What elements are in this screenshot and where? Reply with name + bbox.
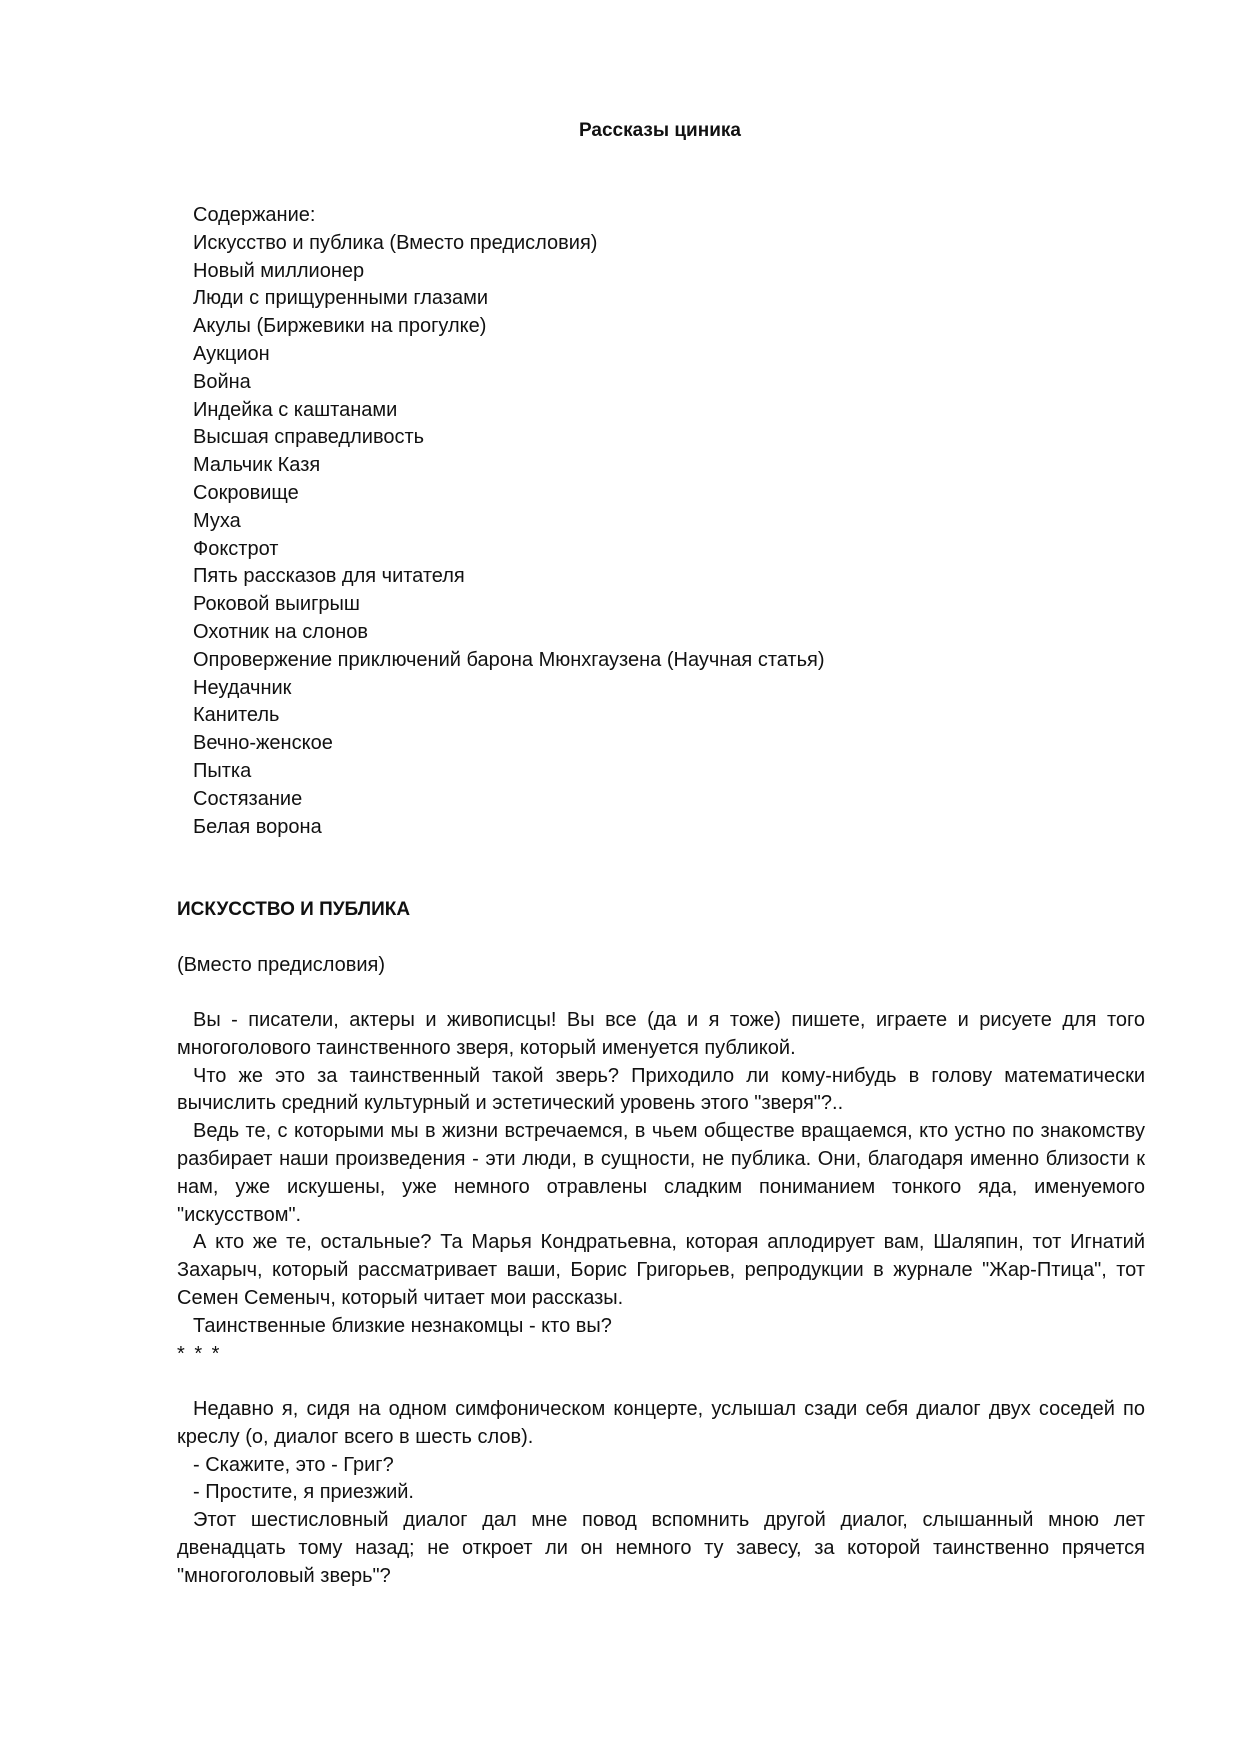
toc-item: Индейка с каштанами — [193, 398, 398, 421]
toc-item: Канитель — [193, 704, 280, 727]
paragraph: Вы - писатели, актеры и живописцы! Вы все (да и я тоже) пишете, играете и рисуете для того многоголового таинственного зверя, который именуется публикой. — [177, 1009, 1145, 1059]
toc-item: Искусство и публика (Вместо предисловия) — [193, 231, 598, 254]
paragraph: Таинственные близкие незнакомцы - кто вы? — [193, 1314, 612, 1337]
table-of-contents — [193, 202, 825, 841]
toc-heading: Содержание: — [193, 204, 316, 226]
toc-item: Война — [193, 370, 251, 393]
toc-item: Мальчик Казя — [193, 454, 321, 477]
toc-item: Вечно-женское — [193, 732, 333, 755]
toc-item: Пять рассказов для читателя — [193, 565, 465, 588]
toc-item: Охотник на слонов — [193, 620, 369, 643]
section-separator: * * * — [177, 1342, 222, 1365]
section-subheading: (Вместо предисловия) — [177, 954, 386, 976]
toc-item: Акулы (Биржевики на прогулке) — [193, 315, 487, 338]
dialogue-line: - Простите, я приезжий. — [193, 1481, 414, 1504]
toc-item: Фокстрот — [193, 537, 279, 560]
toc-item: Пытка — [193, 759, 252, 782]
section-body-continued — [177, 1396, 1145, 1591]
toc-item: Белая ворона — [193, 815, 322, 838]
toc-item: Опровержение приключений барона Мюнхгаузена (Научная статья) — [193, 648, 825, 671]
document-title: Рассказы циника — [579, 120, 741, 141]
toc-item: Аукцион — [193, 342, 270, 365]
paragraph: Что же это за таинственный такой зверь? Приходило ли кому-нибудь в голову математически вычислить средний культурный и эстетический уровень этого "зверя"?.. — [177, 1064, 1145, 1115]
toc-item: Состязание — [193, 787, 303, 810]
toc-item: Люди с прищуренными глазами — [193, 287, 489, 310]
toc-item: Высшая справедливость — [193, 426, 425, 449]
toc-item: Неудачник — [193, 676, 292, 699]
paragraph: А кто же те, остальные? Та Марья Кондратьевна, которая аплодирует вам, Шаляпин, тот Игнатий Захарыч, который рассматривает ваши, Борис Григорьев, репродукции в журнале "Жар-Птица", тот Семен Семеныч, который читает мои рассказы. — [177, 1231, 1145, 1309]
toc-item: Роковой выигрыш — [193, 593, 360, 616]
dialogue-line: - Скажите, это - Григ? — [193, 1453, 394, 1476]
section-body — [177, 1007, 1145, 1368]
toc-item: Сокровище — [193, 481, 299, 504]
toc-item: Новый миллионер — [193, 259, 365, 282]
toc-item: Муха — [193, 509, 241, 532]
section-heading: ИСКУССТВО И ПУБЛИКА — [177, 899, 411, 920]
paragraph: Этот шестисловный диалог дал мне повод вспомнить другой диалог, слышанный мною лет двенадцать тому назад; не откроет ли он немного ту завесу, за которой таинственно прячется "многоголовый зверь"? — [177, 1509, 1145, 1587]
paragraph: Недавно я, сидя на одном симфоническом концерте, услышал сзади себя диалог двух соседей по креслу (о, диалог всего в шесть слов). — [177, 1398, 1145, 1448]
paragraph: Ведь те, с которыми мы в жизни встречаемся, в чьем обществе вращаемся, кто устно по знакомству разбирает наши произведения - эти люди, в сущности, не публика. Они, благодаря именно близости к нам, уже искушены, уже немного отравлены сладким пониманием тонкого яда, именуемого "искусством". — [177, 1120, 1145, 1226]
